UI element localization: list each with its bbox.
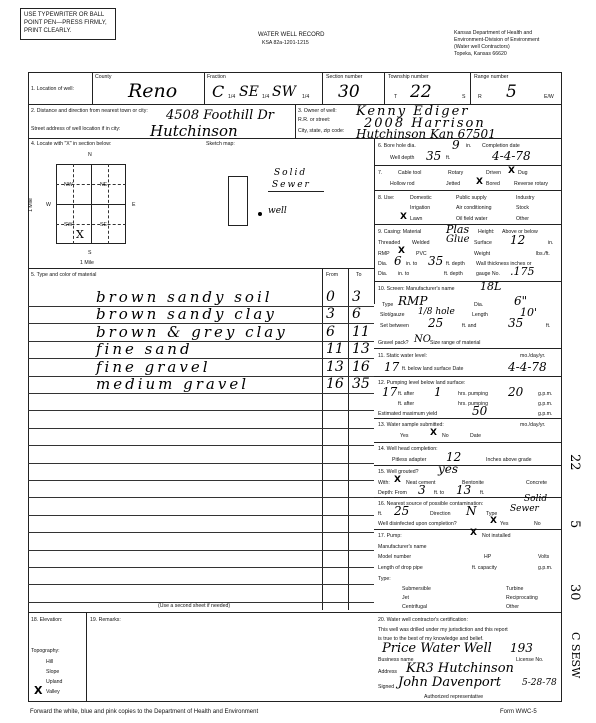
dia-value: 6 — [394, 254, 402, 268]
surface-in: in. — [548, 240, 554, 246]
material-row-line — [28, 515, 374, 516]
depth-ft: ft. — [446, 155, 451, 161]
contam-ft: ft. — [378, 511, 383, 517]
neat-x: X — [394, 475, 401, 485]
pump-hrs: 1 — [434, 385, 442, 399]
range-label: Range number — [474, 74, 509, 80]
sign-date: 5-28-78 — [522, 678, 557, 688]
gravel-label: Gravel pack? — [378, 340, 409, 346]
location-mark: X — [76, 228, 84, 241]
gauge-value: .175 — [510, 265, 535, 278]
pump-level-label: 12. Pumping level below land surface: — [378, 380, 466, 386]
rmp-x: X — [398, 246, 405, 256]
sketch-label: Sketch map: — [206, 141, 235, 147]
height-label: Height: — [478, 229, 495, 235]
material-row-line — [28, 341, 374, 342]
pump-gpm-value: 20 — [508, 385, 524, 399]
set-from: 25 — [428, 316, 444, 330]
lbsft-label: lbs./ft. — [536, 251, 550, 257]
type-value: RMP — [398, 294, 428, 308]
method-driven: Driven — [486, 170, 501, 176]
pitless-above: Inches above grade — [486, 457, 532, 463]
use-label: 8. Use: — [378, 195, 395, 201]
slot-label: Slot/gauze — [380, 312, 405, 318]
set-to: 35 — [508, 316, 524, 330]
static-label: 11. Static water level: — [378, 353, 427, 359]
sketch-rectangle — [228, 176, 248, 226]
material-description: fine gravel — [96, 358, 211, 376]
cert-line-2: is true to the best of my knowledge and belief. — [378, 636, 484, 642]
pump-gpm-cap: g.p.m. — [538, 565, 553, 571]
signature: John Davenport — [398, 675, 502, 690]
head-label: 14. Well head completion: — [378, 446, 438, 452]
material-description: brown sandy soil — [96, 288, 273, 306]
sample-x: X — [430, 428, 437, 438]
city-owner-label: City, state, zip code: — [298, 128, 345, 134]
se-label: SE — [100, 222, 107, 228]
township-label: Township number — [388, 74, 429, 80]
pump-recip: Reciprocating — [506, 595, 538, 601]
auth-rep: Authorized representative — [424, 694, 484, 700]
not-installed: Not installed — [482, 533, 511, 539]
to-label: To — [356, 272, 362, 278]
dia2-label: Dia. — [378, 271, 388, 277]
r-label: R — [478, 94, 482, 100]
material-row-line — [28, 567, 374, 568]
pump-drop: Length of drop pipe — [378, 565, 423, 571]
screen-label: 10. Screen: Manufacturer's name — [378, 286, 455, 292]
well-dot — [258, 212, 262, 216]
material-row-line — [28, 445, 374, 446]
t-label: T — [394, 94, 398, 100]
static-text: ft. below land surface Date — [402, 366, 464, 372]
pump-volts: Volts — [538, 554, 550, 560]
fraction-value-2: SE — [239, 84, 259, 100]
pump-level-value: 17 — [382, 385, 398, 399]
material-from: 0 — [326, 289, 335, 305]
form-statute: KSA 82a-1201-1215 — [262, 40, 309, 46]
use-oil: Oil field water — [456, 216, 488, 222]
fraction-value-3: SW — [272, 84, 296, 100]
material-to: 6 — [352, 306, 361, 322]
from-label: From — [326, 272, 339, 278]
grout-ftto: ft. to — [434, 490, 445, 496]
mile-label-bottom: 1 Mile — [80, 260, 94, 266]
mile-label-side: 1 Mile — [27, 198, 34, 212]
margin-range: 5 — [567, 520, 582, 529]
set-label: Set between — [380, 323, 409, 329]
fraction-label: Fraction — [207, 74, 226, 80]
contam-type: Type — [486, 511, 498, 517]
quarter-3: 1/4 — [302, 94, 310, 100]
contam-dist: 25 — [394, 504, 410, 518]
length-label: Length — [472, 312, 488, 318]
use-aircond: Air conditioning — [456, 205, 492, 211]
sample-yes: Yes — [400, 433, 409, 439]
method-rotary: Rotary — [448, 170, 464, 176]
address-value: KR3 Hutchinson — [406, 661, 514, 676]
casing-to: 35 — [428, 254, 444, 268]
instruction-line-2: POINT PEN—PRESS FIRMLY, — [24, 20, 107, 26]
address-label: Address — [378, 669, 398, 675]
method-hollow: Hollow rod — [390, 181, 415, 187]
set-ftand: ft. and — [462, 323, 477, 329]
method-reverse: Reverse rotary — [514, 181, 549, 187]
material-from: 13 — [326, 359, 344, 375]
pump-after-2: ft. after — [398, 401, 415, 407]
grouted-value: yes — [438, 462, 459, 476]
depth2-label: ft. depth — [444, 271, 463, 277]
pump-cap: ft. capacity — [472, 565, 497, 571]
material-description: fine sand — [96, 340, 193, 358]
sketch-solid: Solid — [274, 168, 308, 178]
length-value: 10' — [520, 306, 538, 319]
pump-type: Type: — [378, 576, 391, 582]
slot-value: 1/8 hole — [418, 307, 455, 317]
sketch-sewer: Sewer — [272, 180, 311, 190]
completion-date: 4-4-78 — [492, 149, 531, 163]
static-value: 17 — [384, 360, 400, 374]
signed-label: Signed — [378, 684, 395, 690]
topo-hill: Hill — [46, 659, 54, 665]
set-ft: ft. — [546, 323, 551, 329]
surface-value: 12 — [510, 233, 526, 247]
margin-fraction: C SESW — [569, 632, 582, 679]
owner-name: Kenny Ediger — [356, 104, 470, 119]
pump-hrs-label-2: hrs. pumping — [458, 401, 488, 407]
agency-1: Kansas Department of Health and — [454, 30, 533, 36]
pump-gpm-2: g.p.m. — [538, 401, 553, 407]
completion-label: Completion date — [482, 143, 520, 149]
locate-label: 4. Locate with "X" in section below: — [31, 141, 112, 147]
material-from: 11 — [326, 341, 344, 357]
pvc-label: PVC — [416, 251, 427, 257]
method-jetted: Jetted — [446, 181, 461, 187]
pump-after: ft. after — [398, 391, 415, 397]
agency-2: Environment-Division of Environment — [454, 37, 540, 43]
welded-label: Welded — [412, 240, 430, 246]
material-from: 6 — [326, 324, 335, 340]
above-label: Above or below — [502, 229, 538, 235]
grout-ft: ft. — [480, 490, 485, 496]
static-date: 4-4-78 — [508, 360, 547, 374]
street-label: Street address of well location if in city: — [31, 126, 121, 132]
contam-label: 16. Nearest source of possible contamination: — [378, 501, 484, 507]
gravel-value: NO — [414, 334, 431, 345]
max-yield-label: Estimated maximum yield — [378, 411, 438, 417]
pitless-label: Pitless adapter — [392, 457, 427, 463]
material-from: 16 — [326, 376, 344, 392]
sw-label: SW — [64, 222, 73, 228]
grout-from: 3 — [418, 483, 426, 497]
disinfect-label: Well disinfected upon completion? — [378, 521, 457, 527]
bore-label: 6. Bore hole dia. — [378, 143, 416, 149]
pump-mfr: Manufacturer's name — [378, 544, 427, 550]
size-label: Size range of material — [430, 340, 481, 346]
owner-street: 2008 Harrison — [364, 116, 486, 131]
grout-to: 13 — [456, 483, 472, 497]
disinfect-no: No — [534, 521, 541, 527]
section-label: Section number — [326, 74, 363, 80]
owner-label: 3. Owner of well: — [298, 108, 337, 114]
location-label: 1. Location of well: — [31, 86, 74, 92]
form-number: Form WWC-5 — [500, 709, 537, 715]
surface-label: Surface — [474, 240, 492, 246]
fraction-value-1: C — [212, 82, 225, 101]
dia-label: Dia. — [378, 261, 388, 267]
use-public: Public supply — [456, 195, 487, 201]
threaded-label: Threaded — [378, 240, 401, 246]
contam-src-1: Solid — [524, 494, 548, 504]
range-value: 5 — [506, 82, 517, 102]
material-label: 5. Type and color of material — [31, 272, 97, 278]
township-value: 22 — [410, 82, 432, 102]
weight-label: Weight — [474, 251, 491, 257]
county-label: County — [95, 74, 112, 80]
valley-x: X — [34, 684, 43, 697]
form-title: WATER WELL RECORD — [258, 32, 325, 38]
license-label: License No. — [516, 657, 544, 663]
section-value: 30 — [338, 82, 360, 102]
agency-3: (Water well Contractors) — [454, 44, 510, 50]
contam-src-2: Sewer — [510, 504, 539, 514]
pump-label: 17. Pump: — [378, 533, 402, 539]
depth-label: Well depth — [390, 155, 415, 161]
material-row-line — [28, 480, 374, 481]
topography-label: Topography: — [31, 648, 60, 654]
notinst-x: X — [470, 528, 477, 538]
method-cable: Cable tool — [398, 170, 422, 176]
disinfect-yes: Yes — [500, 521, 509, 527]
to-in-label: in. to — [406, 261, 418, 267]
casing-label: 9. Casing: Material — [378, 229, 422, 235]
material-description: medium gravel — [96, 375, 250, 393]
gauge-label: gauge No. — [476, 271, 500, 277]
casing-depth: ft. depth — [446, 261, 465, 267]
material-row-line — [28, 584, 374, 585]
s-label: S — [462, 94, 466, 100]
screen-dia: 6" — [514, 294, 528, 308]
bent-label: Bentonite — [462, 480, 484, 486]
use-other: Other — [516, 216, 529, 222]
material-to: 11 — [352, 324, 370, 340]
method-dug: Dug — [518, 170, 528, 176]
west-label: W — [46, 202, 51, 208]
sample-date: Date — [470, 433, 481, 439]
material-to: 3 — [352, 289, 361, 305]
elevation-label: 18. Elevation: — [31, 617, 63, 623]
bored-x: X — [476, 177, 483, 187]
disinfect-x: X — [490, 516, 497, 526]
topo-slope: Slope — [46, 669, 60, 675]
sample-label: 13. Water sample submitted: — [378, 422, 444, 428]
material-row-line — [28, 532, 374, 533]
cert-label: 20. Water well contractor's certification: — [378, 617, 468, 623]
city-value: Hutchinson — [150, 122, 238, 140]
business-label: Business name — [378, 657, 414, 663]
method-num: 7. — [378, 170, 383, 176]
contam-dir: Direction — [430, 511, 451, 517]
ne-label: NE — [100, 182, 108, 188]
use-lawn: Lawn — [410, 216, 423, 222]
conc-label: Concrete — [526, 480, 548, 486]
type-label: Type — [382, 302, 394, 308]
grouted-label: 15. Well grouted? — [378, 469, 419, 475]
instruction-line-3: PRINT CLEARLY. — [24, 28, 72, 34]
pump-other: Other — [506, 604, 519, 610]
nw-label: NW — [64, 182, 73, 188]
use-domestic: Domestic — [410, 195, 432, 201]
material-row-line — [28, 393, 374, 394]
max-gpm: g.p.m. — [538, 411, 553, 417]
bore-unit: in. — [466, 143, 472, 149]
rmp-label: RMP — [378, 251, 390, 257]
material-to: 16 — [352, 359, 370, 375]
contam-dir-value: N — [466, 504, 477, 518]
material-to: 35 — [352, 376, 370, 392]
agency-4: Topeka, Kansas 66620 — [454, 51, 507, 57]
bore-dia: 9 — [452, 138, 460, 152]
material-row-line — [28, 410, 374, 411]
distance-value: 4508 Foothill Dr — [166, 108, 275, 123]
pump-hp: HP — [484, 554, 492, 560]
pump-cent: Centrifugal — [402, 604, 428, 610]
quarter-2: 1/4 — [262, 94, 270, 100]
material-to: 13 — [352, 341, 370, 357]
topo-upland: Upland — [46, 679, 63, 685]
static-modayyr: mo./day/yr. — [520, 353, 546, 359]
to2-label: in. to — [398, 271, 410, 277]
method-x: X — [508, 166, 515, 176]
max-yield: 50 — [472, 404, 488, 418]
screen-dia-label: Dia. — [474, 302, 484, 308]
wall-label: Wall thickness inches or — [476, 261, 532, 267]
footer-text: Forward the white, blue and pink copies to the Department of Health and Environment — [30, 709, 259, 715]
instruction-line-1: USE TYPEWRITER OR BALL — [24, 12, 105, 18]
with-label: With: — [378, 480, 390, 486]
pitless-value: 12 — [446, 450, 462, 464]
material-description: brown & grey clay — [96, 323, 288, 341]
lawn-x: X — [400, 212, 407, 222]
owner-city: Hutchinson Kan 67501 — [356, 127, 496, 141]
material-row-line — [28, 497, 374, 498]
pump-gpm: g.p.m. — [538, 391, 553, 397]
pump-jet: Jet — [402, 595, 409, 601]
casing-material: Plas — [446, 223, 470, 236]
distance-label: 2. Distance and direction from nearest town or city: — [31, 108, 148, 114]
grout-depth: Depth: From — [378, 490, 407, 496]
use-industry: Industry — [516, 195, 535, 201]
cert-line-1: This well was drilled under my jurisdiction and this report — [378, 627, 508, 633]
south-label: S — [88, 250, 92, 256]
material-description: brown sandy clay — [96, 305, 277, 323]
topo-valley: Valley — [46, 689, 60, 695]
margin-township: 22 — [567, 454, 582, 471]
pump-sub: Submersible — [402, 586, 431, 592]
method-bored: Bored — [486, 181, 500, 187]
remarks-label: 19. Remarks: — [90, 617, 121, 623]
material-from: 3 — [326, 306, 335, 322]
margin-section: 30 — [567, 584, 582, 601]
sample-no: No — [442, 433, 449, 439]
license-no: 193 — [510, 641, 533, 655]
pump-model: Model number — [378, 554, 412, 560]
material-row-line — [28, 463, 374, 464]
east-label: E — [132, 202, 136, 208]
street-owner-label: R.R. or street: — [298, 117, 331, 123]
ew-label: E/W — [544, 94, 554, 100]
business-name: Price Water Well — [382, 641, 492, 656]
sketch-well: well — [268, 206, 287, 216]
screen-mfr: 18L — [480, 280, 502, 293]
neat-label: Neat cement — [406, 480, 436, 486]
pump-hrs-label: hrs. pumping — [458, 391, 488, 397]
sample-modayyr: mo./day/yr. — [520, 422, 546, 428]
use-stock: Stock — [516, 205, 529, 211]
material-row-line — [28, 428, 374, 429]
county-value: Reno — [128, 80, 178, 102]
pump-turb: Turbine — [506, 586, 524, 592]
depth-value: 35 — [426, 149, 442, 163]
second-sheet-note: (Use a second sheet if needed) — [158, 603, 231, 609]
quarter-1: 1/4 — [228, 94, 236, 100]
north-label: N — [88, 152, 92, 158]
use-irrigation: Irrigation — [410, 205, 431, 211]
welded-value: Glue — [446, 234, 470, 245]
material-row-line — [28, 550, 374, 551]
